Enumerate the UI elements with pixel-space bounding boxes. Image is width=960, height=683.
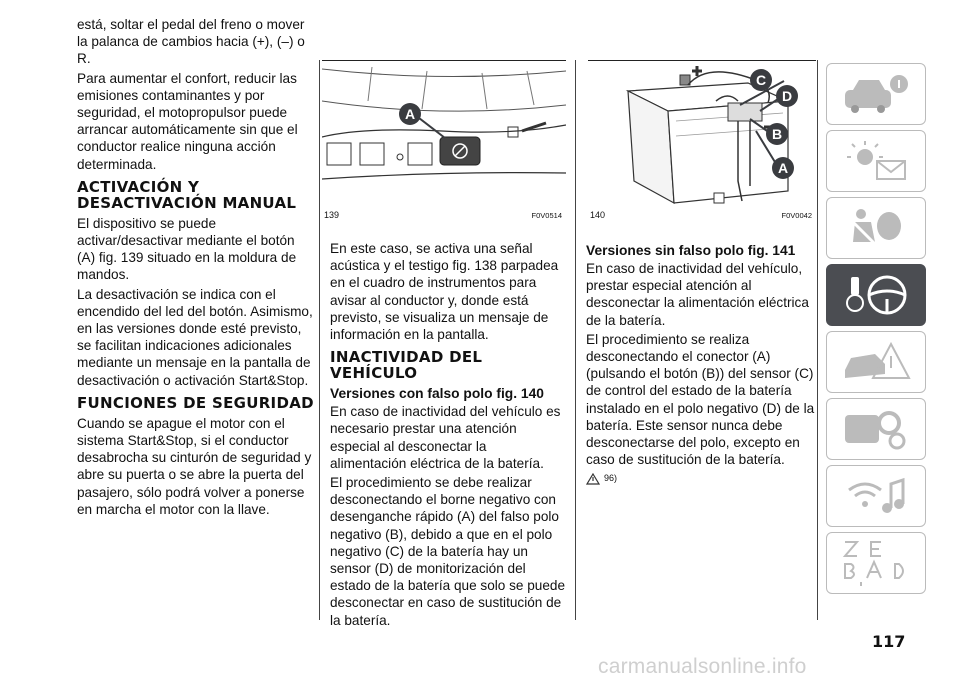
text-column-1	[77, 16, 315, 520]
watermark: carmanualsonline.info	[598, 655, 807, 678]
tab-safety[interactable]	[826, 197, 926, 259]
callout-a: A	[399, 103, 421, 125]
warning-ref-text: 96)	[604, 473, 618, 484]
paragraph: El procedimiento se realiza desconectando el conector (A) (pulsando el botón (B)) del sensor (C) de control del estado de la batería instalado en el polo negativo (D) de la batería. Este sensor nunca debe desconectarse del polo, excepto en caso de sustitución de la batería.	[586, 331, 815, 468]
figure-caption	[588, 208, 816, 222]
figure-139	[322, 60, 566, 221]
paragraph: Cuando se apague el motor con el sistema Start&Stop, si el conductor desabrocha su cinturón de seguridad y abre su puerta o se abre la puerta del pasajero, sólo podrá volver a ponerse en marcha el motor con la llave.	[77, 415, 312, 517]
subheading: Versiones con falso polo fig. 140	[330, 386, 544, 402]
section-heading: FUNCIONES DE SEGURIDAD	[77, 393, 314, 412]
figure-code: F0V0042	[781, 211, 812, 220]
figure-caption	[322, 208, 566, 222]
paragraph: En este caso, se activa una señal acústica y el testigo fig. 138 parpadea en el cuadro de instrumentos para avisar al conductor y, donde está previsto, se visualiza un mensaje de información en la pantalla.	[330, 241, 559, 343]
subheading: Versiones sin falso polo fig. 141	[586, 243, 796, 258]
warning-lights-icon	[841, 139, 911, 183]
tab-multimedia[interactable]	[826, 465, 926, 527]
tab-maintenance[interactable]	[826, 398, 926, 460]
paragraph: El procedimiento se debe realizar desconectando el borne negativo con desenganche rápido (A) del falso polo negativo (B), debido a que en el polo negativo (C) de la batería hay un sensor (D) de monitorización del estado de la batería que solo se puede desconectar en caso de sustitución de la batería.	[330, 475, 566, 628]
figure-140	[588, 60, 816, 221]
column-divider	[319, 60, 320, 620]
airbag-safety-icon	[841, 206, 911, 250]
car-info-icon	[841, 72, 911, 116]
tab-emergency[interactable]	[826, 331, 926, 393]
paragraph: La desactivación se indica con el encendido del led del botón. Asimismo, en las versiones donde esté previsto, se facilitan indicaciones adicionales mediante un mensaje en la pantalla de desactivación o activación Start&Stop.	[77, 286, 313, 388]
warning-triangle-icon	[586, 473, 600, 485]
car-accident-emergency-icon	[841, 340, 911, 384]
car-maintenance-gears-icon	[841, 407, 911, 451]
paragraph: está, soltar el pedal del freno o mover la palanca de cambios hacia (+), (–) o R.	[77, 17, 305, 67]
text-column-3	[586, 240, 818, 488]
chapter-tabs	[826, 63, 928, 599]
column-divider	[575, 60, 576, 620]
key-steering-wheel-icon	[841, 273, 911, 317]
section-heading: ACTIVACIÓN Y DESACTIVACIÓN MANUAL	[77, 177, 297, 212]
callout-a: A	[772, 157, 794, 179]
section-heading: INACTIVIDAD DEL VEHÍCULO	[330, 348, 483, 383]
paragraph: Para aumentar el confort, reducir las emisiones contaminantes y por seguridad, el motopropulsor puede arrancar automáticamente sin que el conductor realice ninguna acción determinada.	[77, 70, 298, 172]
figure-code: F0V0514	[531, 211, 562, 220]
figure-number: 139	[324, 210, 340, 220]
paragraph: En caso de inactividad del vehículo es necesario prestar una atención especial al desconectar la alimentación eléctrica de la batería.	[330, 404, 561, 471]
alphabetical-index-icon	[841, 538, 911, 588]
tab-starting-driving[interactable]	[826, 264, 926, 326]
callout-b: B	[766, 123, 788, 145]
figure-number: 140	[590, 210, 606, 220]
tab-index[interactable]	[826, 532, 926, 594]
callout-a-leader	[419, 118, 449, 142]
page-number: 117	[872, 632, 906, 651]
tab-car-info[interactable]	[826, 63, 926, 125]
tab-warning-lights[interactable]	[826, 130, 926, 192]
warning-reference[interactable]	[586, 470, 818, 487]
text-column-2	[330, 240, 566, 631]
multimedia-music-icon	[841, 474, 911, 518]
paragraph: En caso de inactividad del vehículo, prestar especial atención al desconectar la alimentación eléctrica de la batería.	[586, 261, 809, 328]
callout-c: C	[750, 69, 772, 91]
callout-d: D	[776, 85, 798, 107]
paragraph: El dispositivo se puede activar/desactivar mediante el botón (A) fig. 139 situado en la moldura de mandos.	[77, 215, 297, 283]
